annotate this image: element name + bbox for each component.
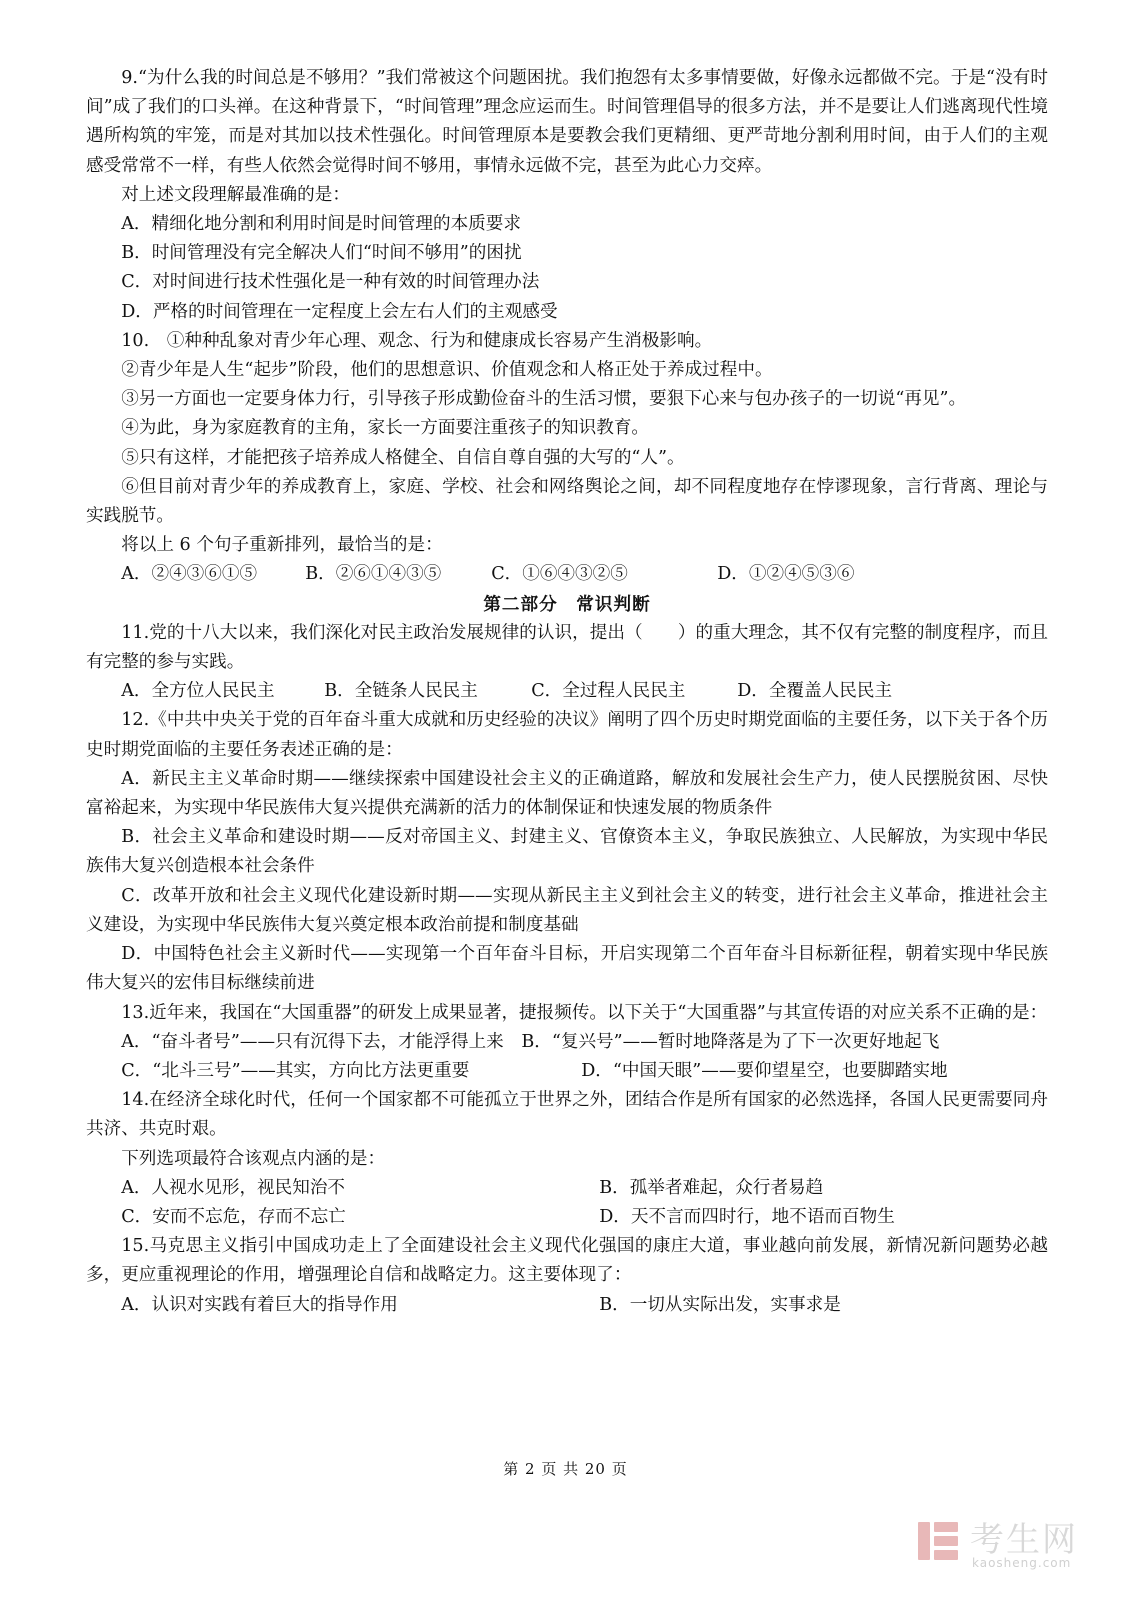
q12-option-a: A．新民主主义革命时期——继续探索中国建设社会主义的正确道路，解放和发展社会生产力，使人民摆脱贫困、尽快富裕起来，为实现中华民族伟大复兴提供充满新的活力的体制保证和快速发展的物质条件 <box>86 768 1048 819</box>
q12-stem: 12.《中共中央关于党的百年奋斗重大成就和历史经验的决议》阐明了四个历史时期党面临的主要任务，以下关于各个历史时期党面临的主要任务表述正确的是： <box>86 710 1048 760</box>
q11-stem: 11.党的十八大以来，我们深化对民主政治发展规律的认识，提出（ ）的重大理念，其不仅有完整的制度程序，而且有完整的参与实践。 <box>86 622 1048 673</box>
q11-option-c: C．全过程人民民主 <box>531 681 686 702</box>
q13-option-ab: A．“奋斗者号”——只有沉得下去，才能浮得上来 B．“复兴号”——暂时地降落是为了下一次更好地起飞 <box>121 1031 940 1052</box>
q14-option-b: B．孤举者难起，众行者易趋 <box>599 1177 824 1198</box>
q11-option-d: D．全覆盖人民民主 <box>737 681 893 702</box>
q9-option-b: B．时间管理没有完全解决人们“时间不够用”的困扰 <box>121 243 522 264</box>
q10-options <box>86 560 1048 589</box>
q14-options-cd <box>86 1203 1048 1232</box>
q9-stem: 9.“为什么我的时间总是不够用？”我们常被这个问题困扰。我们抱怨有太多事情要做，好像永远都做不完。于是“没有时间”成了我们的口头禅。在这种背景下，“时间管理”理念应运而生。时间管理倡导的很多方法，并不是要让人们逃离现代性境遇所构筑的牢笼，而是对其加以技术性强化。时间管理原本是要教会我们更精细、更严苛地分割利用时间，由于人们的主观感受常常不一样，有些人依然会觉得时间不够用，事情永远做不完，甚至为此心力交瘁。 <box>86 68 1048 176</box>
q11-option-a: A．全方位人民民主 <box>121 681 275 702</box>
q14-question: 下列选项最符合该观点内涵的是： <box>121 1148 386 1169</box>
q9-option-c: C．对时间进行技术性强化是一种有效的时间管理办法 <box>121 272 540 293</box>
q13-options-cd <box>86 1057 1048 1086</box>
q13-option-d: D．“中国天眼”——要仰望星空，也要脚踏实地 <box>581 1060 948 1081</box>
q10-sentence-2: ②青少年是人生“起步”阶段，他们的思想意识、价值观念和人格正处于养成过程中。 <box>121 360 773 381</box>
page-number: 第 2 页 共 20 页 <box>503 1460 628 1478</box>
q10-option-a: A．②④③⑥①⑤ <box>121 564 258 585</box>
page-content <box>86 64 1048 1320</box>
q9-option-a: A．精细化地分割和利用时间是时间管理的本质要求 <box>121 214 521 235</box>
q9-question: 对上述文段理解最准确的是： <box>121 184 350 205</box>
q11-option-b: B．全链条人民民主 <box>324 681 478 702</box>
q11-options <box>86 677 1048 706</box>
q15-option-b: B．一切从实际出发，实事求是 <box>599 1294 841 1315</box>
q15-options-ab <box>86 1291 1048 1320</box>
q12-option-b: B．社会主义革命和建设时期——反对帝国主义、封建主义、官僚资本主义，争取民族独立、人民解放，为实现中华民族伟大复兴创造根本社会条件 <box>86 827 1048 877</box>
q12-option-c: C．改革开放和社会主义现代化建设新时期——实现从新民主主义到社会主义的转变，进行社会主义革命，推进社会主义建设，为实现中华民族伟大复兴奠定根本政治前提和制度基础 <box>86 885 1048 935</box>
q14-option-c: C．安而不忘危，存而不忘亡 <box>121 1206 346 1227</box>
q15-option-a: A．认识对实践有着巨大的指导作用 <box>121 1294 398 1315</box>
q10-option-c: C．①⑥④③②⑤ <box>491 564 628 585</box>
watermark-url: kaosheng.com <box>972 1556 1072 1570</box>
q10-sentence-4: ④为此，身为家庭教育的主角，家长一方面要注重孩子的知识教育。 <box>121 418 650 439</box>
q14-options-ab <box>86 1174 1048 1203</box>
watermark-logo <box>916 1512 1116 1582</box>
watermark-logo-icon <box>916 1518 962 1564</box>
q13-stem: 13.近年来，我国在“大国重器”的研发上成果显著，捷报频传。以下关于“大国重器”与其宣传语的对应关系不正确的是： <box>121 1002 1048 1023</box>
watermark-brand-name: 考生网 <box>970 1520 1078 1560</box>
q10-sentence-5: ⑤只有这样，才能把孩子培养成人格健全、自信自尊自强的大写的“人”。 <box>121 447 685 468</box>
q14-stem: 14.在经济全球化时代，任何一个国家都不可能孤立于世界之外，团结合作是所有国家的必然选择，各国人民更需要同舟共济、共克时艰。 <box>86 1090 1048 1140</box>
q10-question: 将以上 6 个句子重新排列，最恰当的是： <box>121 535 443 556</box>
q10-sentence-3: ③另一方面也一定要身体力行，引导孩子形成勤俭奋斗的生活习惯，要狠下心来与包办孩子的一切说“再见”。 <box>121 389 967 410</box>
q12-option-d: D．中国特色社会主义新时代——实现第一个百年奋斗目标，开启实现第二个百年奋斗目标新征程，朝着实现中华民族伟大复兴的宏伟目标继续前进 <box>86 944 1048 994</box>
q10-option-b: B．②⑥①④③⑤ <box>305 564 442 585</box>
q14-option-d: D．天不言而四时行，地不语而百物生 <box>599 1206 895 1227</box>
q13-option-c: C．“北斗三号”——其实，方向比方法更重要 <box>121 1060 470 1081</box>
q10-sentence-1: 10. ①种种乱象对青少年心理、观念、行为和健康成长容易产生消极影响。 <box>121 330 713 351</box>
q10-sentence-6: ⑥但目前对青少年的养成教育上，家庭、学校、社会和网络舆论之间，却不同程度地存在悖谬现象，言行背离、理论与实践脱节。 <box>86 476 1048 527</box>
q15-stem: 15.马克思主义指引中国成功走上了全面建设社会主义现代化强国的康庄大道，事业越向前发展，新情况新问题势必越多，更应重视理论的作用，增强理论自信和战略定力。这主要体现了： <box>86 1236 1048 1286</box>
q9-option-d: D．严格的时间管理在一定程度上会左右人们的主观感受 <box>121 301 558 322</box>
q10-option-d: D．①②④⑤③⑥ <box>717 564 855 585</box>
q14-option-a: A．人视水见形，视民知治不 <box>121 1177 346 1198</box>
section-title: 第二部分 常识判断 <box>483 593 651 615</box>
